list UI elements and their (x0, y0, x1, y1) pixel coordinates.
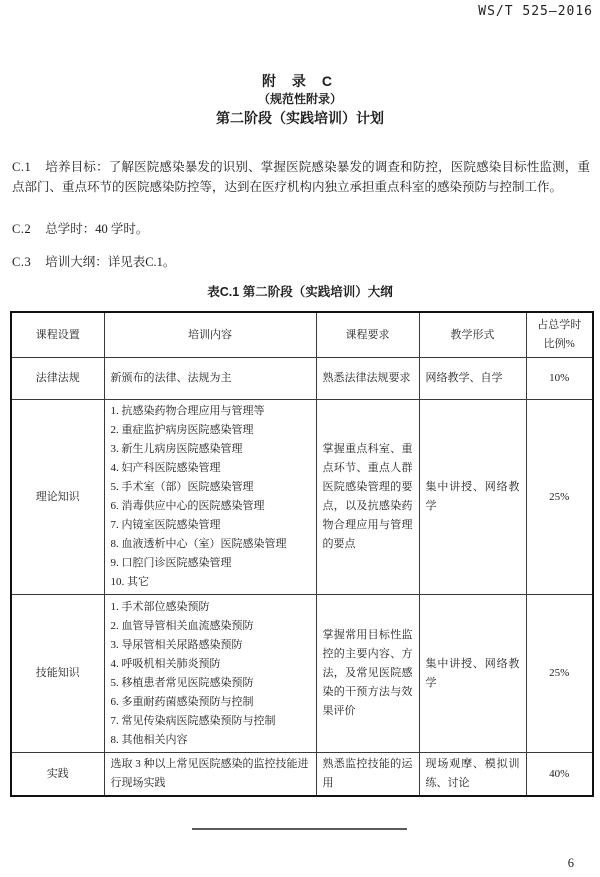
training-outline-table (10, 311, 594, 797)
format-cell: 集中讲授、网络教学 (419, 400, 526, 595)
clause-c3-number: C.3 (12, 254, 32, 269)
content-cell (104, 753, 316, 797)
table-header-row (11, 312, 593, 358)
content-line: 1. 手术部位感染预防 (110, 600, 210, 613)
content-line: 5. 手术室（部）医院感染管理 (110, 481, 254, 493)
content-line: 10. 其它 (110, 576, 149, 588)
table-row (11, 753, 593, 797)
content-line: 9. 口腔门诊医院感染管理 (110, 557, 232, 569)
content-line: 5. 移植患者常见医院感染预防 (110, 676, 254, 689)
page-number: 6 (567, 856, 574, 870)
clause-c3-text: 培训大纲：详见表C.1。 (45, 254, 176, 269)
content-line: 新颁布的法律、法规为主 (110, 372, 232, 384)
ratio-cell: 25% (526, 400, 593, 595)
content-line: 3. 导尿管相关尿路感染预防 (110, 638, 243, 651)
table-caption: 表C.1 第二阶段（实践培训）大纲 (207, 285, 393, 299)
clause-c1-number: C.1 (12, 159, 32, 174)
clause-c1-text: 培养目标：了解医院感染暴发的识别、掌握医院感染暴发的调查和防控，医院感染目标性监测，重点部门、重点环节的医院感染防控等，达到在医疗机构内独立承担重点科室的感染预防与控制工作。 (12, 159, 590, 194)
content-line: 8. 血液透析中心（室）医院感染管理 (110, 538, 287, 550)
appendix-title: 附 录 C (262, 73, 338, 89)
table-row (11, 595, 593, 753)
content-cell (104, 595, 316, 753)
content-cell (104, 358, 316, 400)
content-line: 2. 血管导管相关血流感染预防 (110, 619, 254, 632)
appendix-name: 第二阶段（实践培训）计划 (216, 110, 384, 126)
content-line: 选取 3 种以上常见医院感染的监控技能进行现场实践 (110, 758, 309, 789)
course-cell: 技能知识 (11, 595, 104, 753)
appendix-title-block (0, 71, 600, 129)
course-cell: 实践 (11, 753, 104, 797)
appendix-subtitle: （规范性附录） (257, 92, 342, 106)
standard-code: WS/T 525—2016 (478, 4, 593, 19)
course-cell: 法律法规 (11, 358, 104, 400)
content-line: 8. 其他相关内容 (110, 733, 188, 746)
header-format: 教学形式 (419, 312, 526, 358)
clause-c2 (12, 219, 590, 239)
clause-c2-text: 总学时：40 学时。 (45, 221, 149, 236)
requirement-cell: 熟悉监控技能的运用 (316, 753, 419, 797)
table-row (11, 358, 593, 400)
format-cell: 现场观摩、模拟训练、讨论 (419, 753, 526, 797)
content-line: 7. 常见传染病医院感染预防与控制 (110, 714, 276, 727)
content-line: 6. 多重耐药菌感染预防与控制 (110, 695, 254, 708)
table-row (11, 400, 593, 595)
clause-c1 (12, 157, 590, 197)
ratio-cell: 25% (526, 595, 593, 753)
content-line: 6. 消毒供应中心的医院感染管理 (110, 500, 265, 512)
table-body (11, 358, 593, 797)
course-cell: 理论知识 (11, 400, 104, 595)
format-cell: 集中讲授、网络教学 (419, 595, 526, 753)
content-line: 1. 抗感染药物合理应用与管理等 (110, 405, 265, 417)
document-end-line (192, 828, 407, 830)
clause-c2-number: C.2 (12, 221, 32, 236)
content-line: 2. 重症监护病房医院感染管理 (110, 424, 254, 436)
requirement-cell: 熟悉法律法规要求 (316, 358, 419, 400)
header-requirement: 课程要求 (316, 312, 419, 358)
content-line: 7. 内镜室医院感染管理 (110, 519, 221, 531)
content-line: 4. 呼吸机相关肺炎预防 (110, 657, 221, 670)
content-line: 3. 新生儿病房医院感染管理 (110, 443, 243, 455)
format-cell: 网络教学、自学 (419, 358, 526, 400)
content-cell (104, 400, 316, 595)
header-ratio: 占总学时 比例% (526, 312, 593, 358)
ratio-cell: 40% (526, 753, 593, 797)
content-line: 4. 妇产科医院感染管理 (110, 462, 221, 474)
clause-c3 (12, 252, 590, 272)
ratio-cell: 10% (526, 358, 593, 400)
requirement-cell: 掌握重点科室、重点环节、重点人群医院感染管理的要点，以及抗感染药物合理应用与管理的要点 (316, 400, 419, 595)
header-course: 课程设置 (11, 312, 104, 358)
requirement-cell: 掌握常用目标性监控的主要内容、方法，及常见医院感染的干预方法与效果评价 (316, 595, 419, 753)
header-content: 培训内容 (104, 312, 316, 358)
